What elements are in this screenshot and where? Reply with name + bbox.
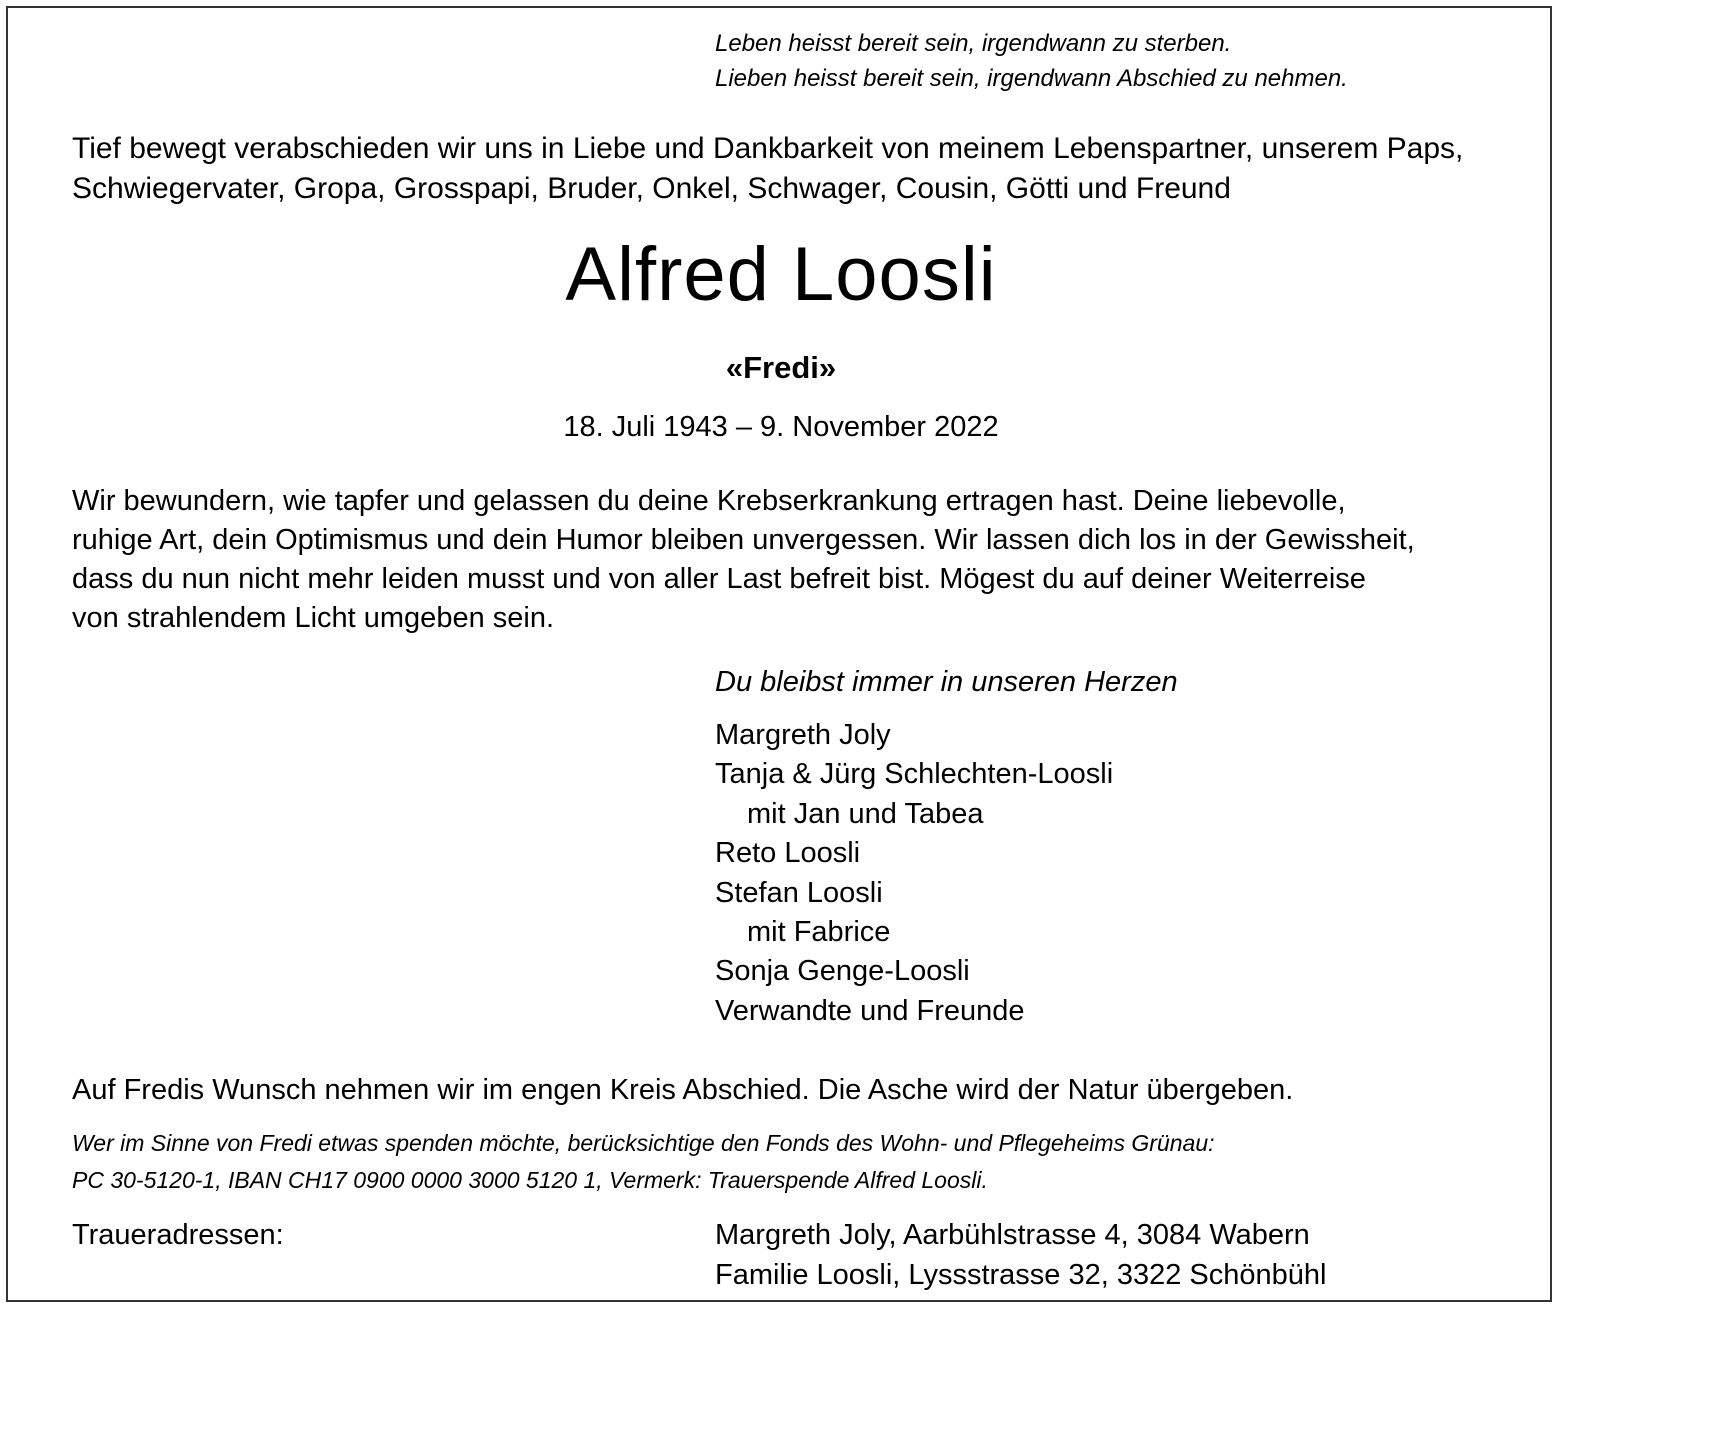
motto-quote <box>715 26 1348 96</box>
mourner: Margreth Joly <box>715 719 891 751</box>
intro-text <box>72 129 1463 209</box>
deceased-name: Alfred Loosli <box>565 232 997 317</box>
mourner: Reto Loosli <box>715 837 861 870</box>
heart-line: Du bleibst immer in unseren Herzen <box>715 666 1178 698</box>
farewell-wish: Auf Fredis Wunsch nehmen wir im engen Kreis Abschied. Die Asche wird der Natur übergeben. <box>72 1074 1294 1106</box>
motto-line: Leben heisst bereit sein, irgendwann zu sterben. <box>715 30 1232 57</box>
address: Margreth Joly, Aarbühlstrasse 4, 3084 Wabern <box>715 1219 1310 1251</box>
mourner: Verwandte und Freunde <box>715 994 1025 1027</box>
addresses-list <box>715 1215 1326 1295</box>
address: Familie Loosli, Lyssstrasse 32, 3322 Schönbühl <box>715 1259 1327 1291</box>
tribute-line: Wir bewundern, wie tapfer und gelassen du deine Krebserkrankung ertragen hast. Deine liebevolle, <box>72 485 1346 517</box>
tribute-line: ruhige Art, dein Optimismus und dein Humor bleiben unvergessen. Wir lassen dich los in der Gewissheit, <box>72 524 1415 556</box>
tribute-line: von strahlendem Licht umgeben sein. <box>72 602 555 634</box>
mourner: Stefan Loosli <box>715 876 883 909</box>
donation-line: PC 30-5120-1, IBAN CH17 0900 0000 3000 5120 1, Vermerk: Trauerspende Alfred Loosli. <box>72 1167 988 1193</box>
mourners-list <box>715 716 1113 1031</box>
tribute-paragraph <box>72 482 1490 638</box>
motto-line: Lieben heisst bereit sein, irgendwann Abschied zu nehmen. <box>715 65 1348 92</box>
mourner: Tanja & Jürg Schlechten-Loosli <box>715 758 1114 791</box>
donation-note <box>72 1125 1215 1199</box>
mourner-sub: mit Fabrice <box>747 916 891 949</box>
deceased-nickname: «Fredi» <box>725 350 837 385</box>
intro-line: Schwiegervater, Gropa, Grosspapi, Bruder, Onkel, Schwager, Cousin, Götti und Freund <box>72 172 1231 205</box>
mourner-sub: mit Jan und Tabea <box>747 797 984 830</box>
addresses-label: Traueradressen: <box>72 1219 284 1251</box>
mourner: Sonja Genge-Loosli <box>715 955 970 988</box>
tribute-line: dass du nun nicht mehr leiden musst und von aller Last befreit bist. Mögest du auf deiner Weiterreise <box>72 563 1366 595</box>
donation-line: Wer im Sinne von Fredi etwas spenden möchte, berücksichtige den Fonds des Wohn- und Pflegeheims Grünau: <box>72 1130 1215 1156</box>
intro-line: Tief bewegt verabschieden wir uns in Liebe und Dankbarkeit von meinem Lebenspartner, unserem Paps, <box>72 132 1464 165</box>
life-dates: 18. Juli 1943 – 9. November 2022 <box>563 411 999 443</box>
